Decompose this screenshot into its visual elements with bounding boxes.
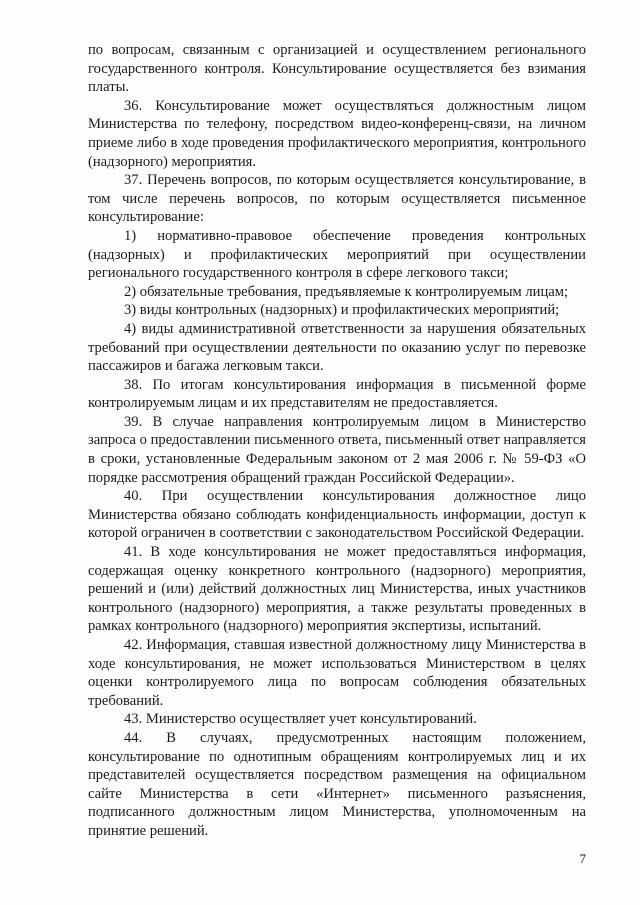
paragraph-continuation: по вопросам, связанным с организацией и осуществлением регионального государственного контроля. Консультирование осуществляется без взимания платы. [88, 42, 586, 96]
page-number: 7 [579, 851, 586, 866]
list-item-4: 4) виды административной ответственности за нарушения обязательных требований при осуществлении деятельности по оказанию услуг по перевозке пассажиров и багажа легковым такси. [88, 320, 586, 375]
paragraph-44: 44. В случаях, предусмотренных настоящим положением, консультирование по однотипным обращениям контролируемых лиц и их представителей осуществляется посредством размещения на официальном сайте Министерства в сети «Интернет» письменного разъяснения, подписанного должностным лицом Министерства, уполномоченным на принятие решений. [88, 729, 586, 839]
paragraph-38: 38. По итогам консультирования информация в письменной форме контролируемым лицам и их представителям не предоставляется. [88, 376, 586, 412]
paragraph-37: 37. Перечень вопросов, по которым осуществляется консультирование, в том числе перечень вопросов, по которым осуществляется письменное консультирование: [88, 172, 586, 226]
paragraph-39: 39. В случае направления контролируемым лицом в Министерство запроса о предоставлении письменного ответа, письменный ответ направляется в сроки, установленные Федеральным законом от 2 мая 2006 г. № 59-ФЗ «О порядке рассмотрения обращений граждан Российской Федерации». [88, 413, 586, 486]
paragraph-36: 36. Консультирование может осуществляться должностным лицом Министерства по телефону, посредством видео-конференц-связи, на личном приеме либо в ходе проведения профилактического мероприятия, контрольного (надзорного) мероприятия. [88, 97, 586, 170]
paragraph-41: 41. В ходе консультирования не может предоставляться информация, содержащая оценку конкретного контрольного (надзорного) мероприятия, решений и (или) действий должностных лиц Министерства, иных участников контрольного (надзорного) мероприятия, а также результаты проведенных в рамках контрольного (надзорного) мероприятия экспертизы, испытаний. [88, 544, 586, 635]
list-item-1: 1) нормативно-правовое обеспечение проведения контрольных (надзорных) и профилактических мероприятий при осуществлении регионального государственного контроля в сфере легкового такси; [88, 227, 586, 282]
list-item-3: 3) виды контрольных (надзорных) и профилактических мероприятий; [124, 302, 560, 319]
document-body [88, 41, 586, 841]
list-item-2: 2) обязательные требования, предъявляемые к контролируемым лицам; [124, 283, 569, 300]
paragraph-43: 43. Министерство осуществляет учет консультирований. [124, 711, 477, 728]
paragraph-42: 42. Информация, ставшая известной должностному лицу Министерства в ходе консультирования, не может использоваться Министерством в целях оценки контролируемого лица по вопросам соблюдения обязательных требований. [88, 637, 586, 709]
paragraph-40: 40. При осуществлении консультирования должностное лицо Министерства обязано соблюдать конфиденциальность информации, доступ к которой ограничен в соответствии с законодательством Российской Федерации. [88, 488, 586, 542]
